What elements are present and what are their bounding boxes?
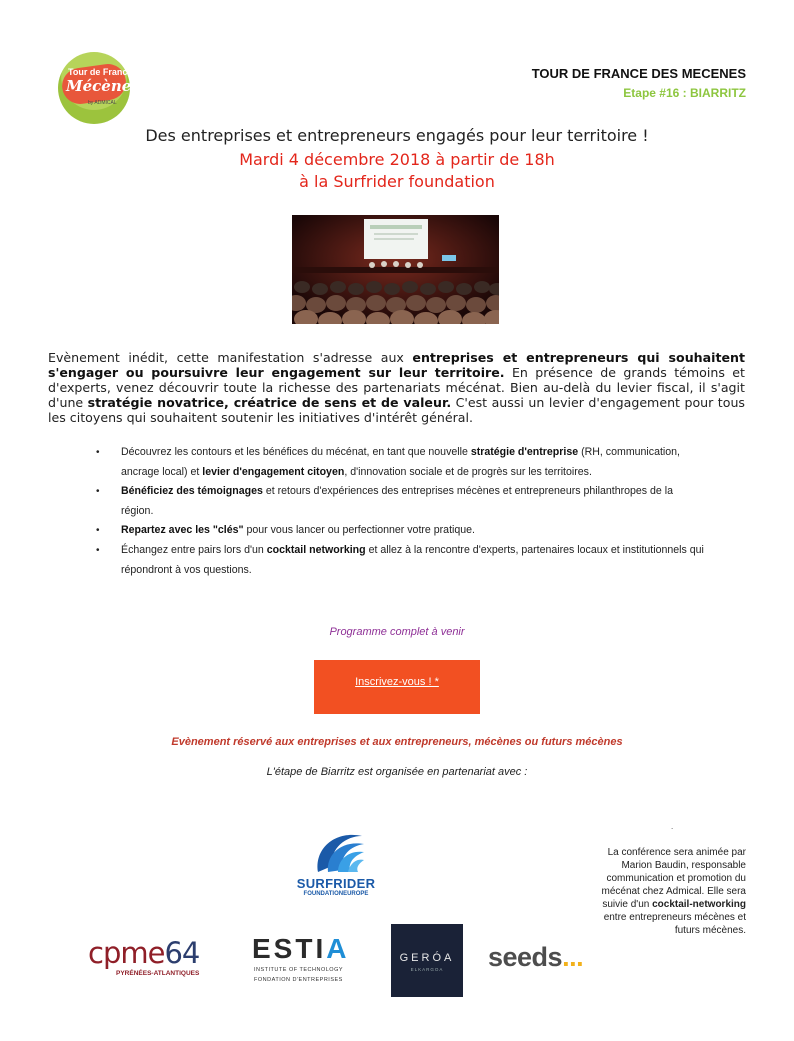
reserved-note: Evènement réservé aux entreprises et aux entrepreneurs, mécènes ou futurs mécènes bbox=[171, 736, 623, 748]
moderator-note bbox=[592, 846, 746, 937]
intro-bold-1: entreprises et entrepreneurs qui souhaitent s'engager ou poursuivre leur engagement sur leur territoire. bbox=[48, 350, 745, 380]
stray-dot: . bbox=[671, 822, 674, 831]
bullet-text: et retours d'expériences des entreprises mécènes et entrepreneurs philanthropes de la région. bbox=[121, 485, 674, 517]
bullet-text: , d'innovation sociale et de progrès sur les territoires. bbox=[344, 465, 592, 478]
intro-text-3: C'est aussi un levier d'engagement pour tous les citoyens qui souhaitent soutenir les initiatives d'intérêt général. bbox=[48, 395, 745, 425]
estia-sub1: INSTITUTE OF TECHNOLOGY bbox=[254, 967, 344, 973]
surfrider-logo bbox=[284, 828, 388, 900]
bullet-text: (RH, communication, ancrage local) et bbox=[121, 446, 680, 478]
cpme-wordmark bbox=[88, 936, 199, 970]
seeds-name: seeds bbox=[488, 942, 563, 972]
moderator-bold: cocktail-networking bbox=[652, 899, 746, 910]
surfrider-wave-icon bbox=[284, 828, 388, 876]
logo-text-line3: by ADMICAL bbox=[88, 100, 117, 106]
geroa-sub: ELKARGOA bbox=[410, 967, 444, 972]
intro-paragraph bbox=[48, 350, 745, 425]
event-headline: Des entreprises et entrepreneurs engagés pour leur territoire ! bbox=[145, 126, 649, 145]
cpme-text: cpme bbox=[88, 936, 165, 970]
cpme64-logo bbox=[88, 936, 212, 986]
estia-sub2: FONDATION D'ENTREPRISES bbox=[254, 977, 343, 983]
moderator-text-2: entre entrepreneurs mécènes et futurs mécènes. bbox=[603, 912, 746, 936]
intro-bold-2: stratégie novatrice, créatrice de sens et de valeur. bbox=[87, 395, 452, 410]
bullet-bold: stratégie d'entreprise bbox=[470, 446, 579, 458]
register-button[interactable] bbox=[314, 660, 480, 714]
header-title: TOUR DE FRANCE DES MECENES bbox=[531, 66, 746, 81]
bullet-text: pour vous lancer ou perfectionner votre pratique. bbox=[243, 524, 475, 537]
conference-photo-image bbox=[292, 215, 499, 324]
partners-intro: L'étape de Biarritz est organisée en partenariat avec : bbox=[266, 766, 528, 778]
cpme-sub: PYRÉNÉES-ATLANTIQUES bbox=[116, 970, 200, 977]
cpme-number: 64 bbox=[164, 936, 200, 970]
intro-text-1: Evènement inédit, cette manifestation s'adresse aux bbox=[48, 350, 413, 365]
logo-text-line1: Tour de France des bbox=[68, 67, 151, 77]
surfrider-name: SURFRIDER bbox=[296, 876, 376, 891]
seeds-dots: ... bbox=[562, 942, 584, 972]
surfrider-sub: FOUNDATIONEUROPE bbox=[303, 891, 369, 897]
geroa-name: GERÓA bbox=[399, 952, 455, 964]
list-item bbox=[96, 443, 706, 482]
tour-de-france-mecenes-logo bbox=[58, 52, 151, 124]
event-venue: à la Surfrider foundation bbox=[299, 172, 495, 191]
bullet-bold: levier d'engagement citoyen bbox=[202, 465, 345, 478]
bullet-bold: Bénéficiez des témoignages bbox=[121, 485, 263, 498]
intro-text-2: En présence de grands témoins et d'experts, venez découvrir toute la richesse des partenariats mécénat. Bien au-delà du levier fiscal, il s'agit d'une bbox=[48, 365, 745, 410]
list-item bbox=[96, 521, 706, 541]
register-link[interactable]: Inscrivez-vous ! * bbox=[355, 676, 439, 688]
bullet-bold: Repartez avec les "clés" bbox=[121, 524, 244, 537]
benefits-list bbox=[96, 443, 706, 580]
logo-text-line2: Mécènes bbox=[66, 77, 140, 95]
programme-note: Programme complet à venir bbox=[329, 626, 465, 638]
estia-a: A bbox=[326, 933, 350, 964]
estia-logo bbox=[248, 933, 352, 985]
header-stage: Etape #16 : BIARRITZ bbox=[623, 86, 746, 100]
list-item bbox=[96, 482, 706, 521]
bullet-text: Découvrez les contours et les bénéfices du mécénat, en tant que nouvelle bbox=[121, 446, 471, 458]
seeds-logo bbox=[488, 942, 583, 973]
bullet-bold: cocktail networking bbox=[266, 543, 366, 556]
geroa-logo bbox=[391, 924, 463, 997]
bullet-text: et allez à la rencontre d'experts, partenaires locaux et institutionnels qui répondront à vos questions. bbox=[121, 543, 704, 576]
event-date: Mardi 4 décembre 2018 à partir de 18h bbox=[239, 150, 555, 169]
estia-wordmark bbox=[252, 933, 349, 965]
conference-photo bbox=[292, 215, 499, 324]
estia-text: ESTI bbox=[252, 933, 327, 964]
list-item bbox=[96, 541, 706, 580]
bullet-text: Échangez entre pairs lors d'un bbox=[121, 543, 267, 556]
moderator-text-1: La conférence sera animée par Marion Baudin, responsable communication et promotion du mécénat chez Admical. Elle sera suivie d'un bbox=[601, 847, 746, 910]
